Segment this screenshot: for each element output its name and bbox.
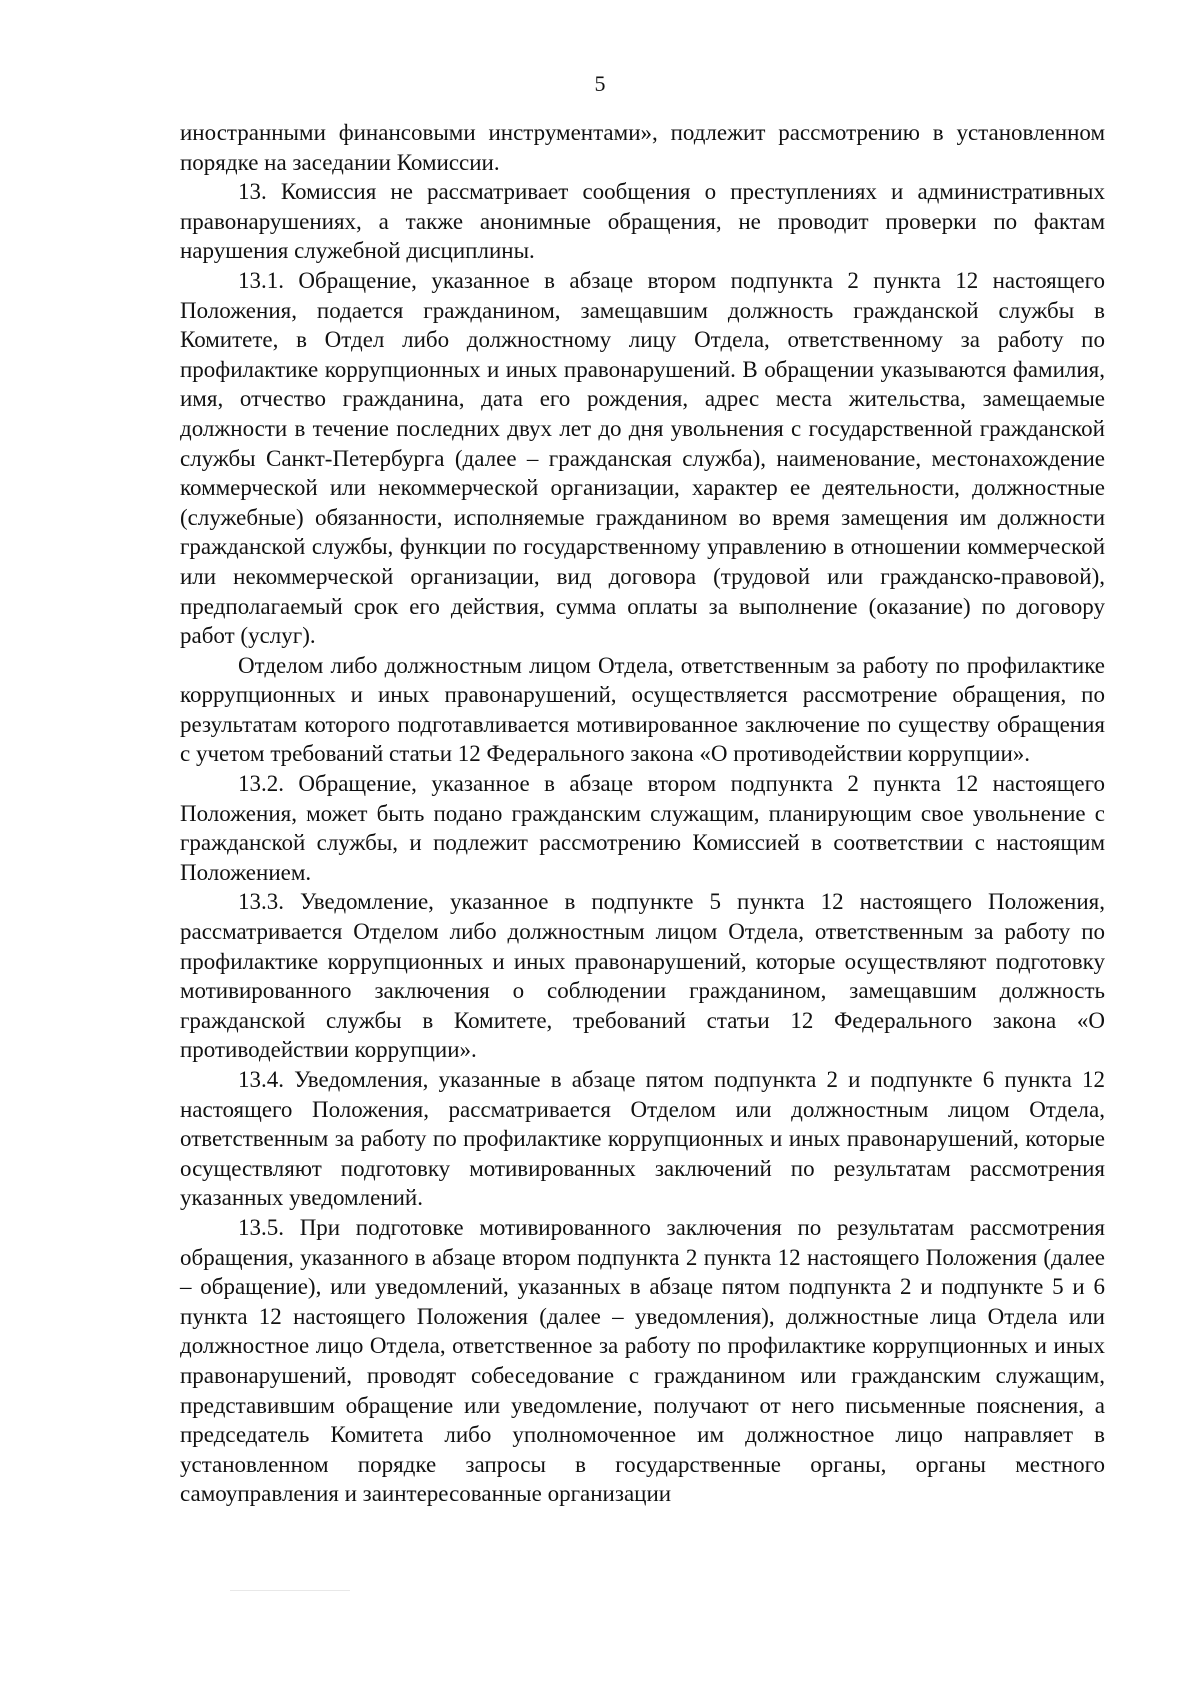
paragraph-13-1: 13.1. Обращение, указанное в абзаце втором подпункта 2 пункта 12 настоящего Положения, подается гражданином, замещавшим должность гражданской службы в Комитете, в Отдел либо должностному лицу Отдела, ответственному за работу по профилактике коррупционных и иных правонарушений. В обращении указываются фамилия, имя, отчество гражданина, дата его рождения, адрес места жительства, замещаемые должности в течение последних двух лет до дня увольнения с государственной гражданской службы Санкт-Петербурга (далее – гражданская служба), наименование, местонахождение коммерческой или некоммерческой организации, характер ее деятельности, должностные (служебные) обязанности, исполняемые гражданином во время замещения им должности гражданской службы, функции по государственному управлению в отношении коммерческой или некоммерческой организации, вид договора (трудовой или гражданско-правовой), предполагаемый срок его действия, сумма оплаты за выполнение (оказание) по договору работ (услуг).: [180, 267, 1105, 649]
document-body: [180, 118, 1105, 1509]
paragraph-continuation: иностранными финансовыми инструментами», подлежит рассмотрению в установленном порядке на заседании Комиссии.: [180, 120, 1105, 175]
page-number: 5: [594, 71, 606, 96]
paragraph-13-2: 13.2. Обращение, указанное в абзаце втором подпункта 2 пункта 12 настоящего Положения, может быть подано гражданским служащим, планирующим свое увольнение с гражданской службы, и подлежит рассмотрению Комиссией в соответствии с настоящим Положением.: [180, 771, 1105, 885]
paragraph-13-5: 13.5. При подготовке мотивированного заключения по результатам рассмотрения обращения, указанного в абзаце втором подпункта 2 пункта 12 настоящего Положения (далее – обращение), или уведомлений, указанных в абзаце пятом подпункта 2 и подпункте 5 и 6 пункта 12 настоящего Положения (далее – уведомления), должностные лица Отдела или должностное лицо Отдела, ответственное за работу по профилактике коррупционных и иных правонарушений, проводят собеседование с гражданином или гражданским служащим, представившим обращение или уведомление, получают от него письменные пояснения, а председатель Комитета либо уполномоченное им должностное лицо направляет в установленном порядке запросы в государственные органы, органы местного самоуправления и заинтересованные организации: [180, 1214, 1105, 1507]
paragraph-13-4: 13.4. Уведомления, указанные в абзаце пятом подпункта 2 и подпункте 6 пункта 12 настоящего Положения, рассматривается Отделом или должностным лицом Отдела, ответственным за работу по профилактике коррупционных и иных правонарушений, которые осуществляют подготовку мотивированных заключений по результатам рассмотрения указанных уведомлений.: [180, 1067, 1105, 1211]
paragraph-13: 13. Комиссия не рассматривает сообщения о преступлениях и административных правонарушениях, а также анонимные обращения, не проводит проверки по фактам нарушения служебной дисциплины.: [180, 179, 1105, 264]
paragraph-13-1-review: Отделом либо должностным лицом Отдела, ответственным за работу по профилактике коррупционных и иных правонарушений, осуществляется рассмотрение обращения, по результатам которого подготавливается мотивированное заключение по существу обращения с учетом требований статьи 12 Федерального закона «О противодействии коррупции».: [180, 652, 1105, 767]
paragraph-13-3: 13.3. Уведомление, указанное в подпункте 5 пункта 12 настоящего Положения, рассматривается Отделом либо должностным лицом Отдела, ответственным за работу по профилактике коррупционных и иных правонарушений, которые осуществляют подготовку мотивированного заключения о соблюдении гражданином, замещавшим должность гражданской службы в Комитете, требований статьи 12 Федерального закона «О противодействии коррупции».: [180, 889, 1105, 1063]
scan-artifact: [230, 1590, 350, 1591]
